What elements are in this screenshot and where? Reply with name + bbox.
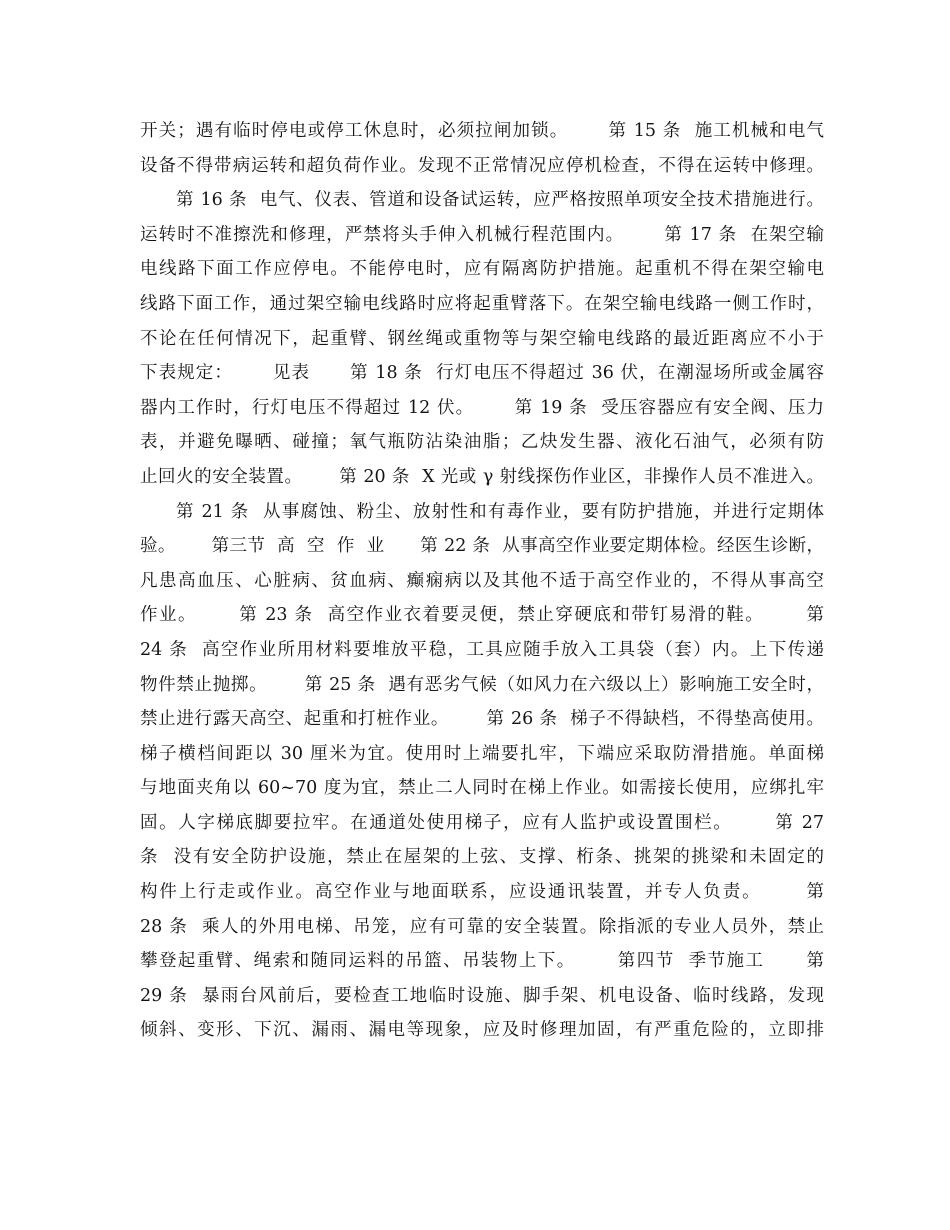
text-line: 构件上行走或作业。高空作业与地面联系，应设通讯装置，并专人负责。 第 [140,882,824,903]
text-line: 条 没有安全防护设施，禁止在屋架的上弦、支撑、桁条、挑架的挑梁和未固定的 [140,847,824,868]
text-line: 验。 第三节 高 空 作 业 第 22 条 从事高空作业要定期体检。经医生诊断， [140,536,824,557]
text-line: 与地面夹角以 60~70 度为宜，禁止二人同时在梯上作业。如需接长使用，应绑扎牢 [140,778,824,799]
text-line: 第 16 条 电气、仪表、管道和设备试运转，应严格按照单项安全技术措施进行。 [176,190,824,211]
text-line: 24 条 高空作业所用材料要堆放平稳，工具应随手放入工具袋（套）内。上下传递 [140,639,824,660]
text-line: 凡患高血压、心脏病、贫血病、癫痫病以及其他不适于高空作业的，不得从事高空 [140,570,824,591]
text-line: 第 21 条 从事腐蚀、粉尘、放射性和有毒作业，要有防护措施，并进行定期体 [176,501,824,522]
text-line: 禁止进行露天高空、起重和打桩作业。 第 26 条 梯子不得缺档，不得垫高使用。 [140,709,824,730]
text-line: 28 条 乘人的外用电梯、吊笼，应有可靠的安全装置。除指派的专业人员外，禁止 [140,916,824,937]
text-line: 设备不得带病运转和超负荷作业。发现不正常情况应停机检查，不得在运转中修理。 [140,155,824,176]
text-line: 攀登起重臂、绳索和随同运料的吊篮、吊装物上下。 第四节 季节施工 第 [140,951,824,972]
text-line: 运转时不准擦洗和修理，严禁将头手伸入机械行程范围内。 第 17 条 在架空输 [140,224,824,245]
text-line: 表，并避免曝晒、碰撞；氧气瓶防沾染油脂；乙炔发生器、液化石油气，必须有防 [140,432,824,453]
text-line: 梯子横档间距以 30 厘米为宜。使用时上端要扎牢，下端应采取防滑措施。单面梯 [140,743,824,764]
text-line: 下表规定： 见表 第 18 条 行灯电压不得超过 36 伏，在潮湿场所或金属容 [140,363,824,384]
text-line: 器内工作时，行灯电压不得超过 12 伏。 第 19 条 受压容器应有安全阀、压力 [140,397,824,418]
text-line: 作业。 第 23 条 高空作业衣着要灵便，禁止穿硬底和带钉易滑的鞋。 第 [140,605,824,626]
body-text [140,114,824,1048]
text-line: 不论在任何情况下，起重臂、钢丝绳或重物等与架空输电线路的最近距离应不小于 [140,328,824,349]
text-line: 固。人字梯底脚要拉牢。在通道处使用梯子，应有人监护或设置围栏。 第 27 [140,812,824,833]
text-line: 开关；遇有临时停电或停工休息时，必须拉闸加锁。 第 15 条 施工机械和电气 [140,121,824,141]
text-line: 电线路下面工作应停电。不能停电时，应有隔离防护措施。起重机不得在架空输电 [140,259,824,280]
text-line: 线路下面工作，通过架空输电线路时应将起重臂落下。在架空输电线路一侧工作时， [140,293,824,314]
text-line: 止回火的安全装置。 第 20 条 X 光或 γ 射线探伤作业区，非操作人员不准进入。 [140,466,824,487]
text-line: 物件禁止抛掷。 第 25 条 遇有恶劣气候（如风力在六级以上）影响施工安全时， [140,674,824,695]
text-line: 29 条 暴雨台风前后，要检查工地临时设施、脚手架、机电设备、临时线路，发现 [140,985,824,1006]
text-line: 倾斜、变形、下沉、漏雨、漏电等现象，应及时修理加固，有严重危险的，立即排 [140,1020,824,1041]
